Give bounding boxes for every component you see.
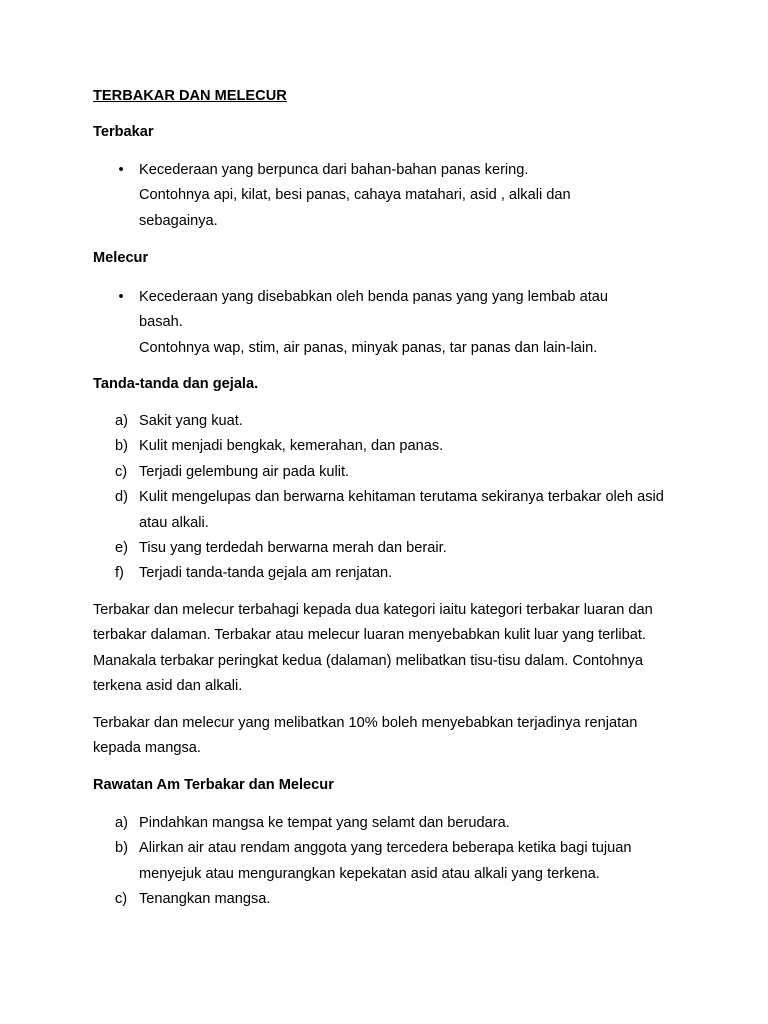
list-item xyxy=(93,836,683,887)
list-item-text: Tenangkan mangsa. xyxy=(139,891,271,908)
list-marker: c) xyxy=(115,463,128,480)
document-title: TERBAKAR DAN MELECUR xyxy=(93,88,287,104)
list-item-text: Terjadi gelembung air pada kulit. xyxy=(139,463,350,480)
list-item-text: Terjadi tanda-tanda gejala am renjatan. xyxy=(139,565,393,582)
terbakar-line-2: Contohnya api, kilat, besi panas, cahaya matahari, asid , alkali dan xyxy=(139,187,571,204)
list-item-text: Pindahkan mangsa ke tempat yang selamt dan berudara. xyxy=(139,815,510,831)
list-item xyxy=(93,561,683,586)
list-item xyxy=(93,811,683,836)
list-item-text: Sakit yang kuat. xyxy=(139,413,243,429)
paragraph-renjatan: Terbakar dan melecur yang melibatkan 10% boleh menyebabkan terjadinya renjatan kepada mangsa. xyxy=(93,715,638,757)
list-marker: a) xyxy=(115,413,128,429)
paragraph-kategori: Terbakar dan melecur terbahagi kepada dua kategori iaitu kategori terbakar luaran dan terbakar dalaman. Terbakar atau melecur luaran menyebabkan kulit luar yang terlibat. Manakala terbakar peringkat kedua (dalaman) melibatkan tisu-tisu dalam. Contohnya terkena asid dan alkali. xyxy=(93,602,653,695)
list-item xyxy=(93,536,683,561)
bullet-icon: • xyxy=(118,162,124,178)
heading-terbakar: Terbakar xyxy=(93,124,154,140)
list-item-text: Tisu yang terdedah berwarna merah dan berair. xyxy=(139,540,447,557)
melecur-line-1: Kecederaan yang disebabkan oleh benda panas yang yang lembab atau xyxy=(139,289,608,305)
heading-melecur: Melecur xyxy=(93,250,149,266)
melecur-line-3: Contohnya wap, stim, air panas, minyak panas, tar panas dan lain-lain. xyxy=(139,339,598,356)
list-item xyxy=(93,158,683,234)
list-marker: d) xyxy=(115,489,128,506)
list-item-text: Alirkan air atau rendam anggota yang tercedera beberapa ketika bagi tujuan menyejuk atau mengurangkan kepekatan asid atau alkali yang terkena. xyxy=(139,840,632,882)
bullet-icon: • xyxy=(118,289,124,305)
melecur-line-2: basah. xyxy=(139,314,183,331)
list-item-text: Kulit mengelupas dan berwarna kehitaman terutama sekiranya terbakar oleh asid atau alkali. xyxy=(139,489,664,531)
list-item xyxy=(93,485,683,536)
list-item xyxy=(93,434,683,459)
list-marker: c) xyxy=(115,891,128,908)
list-item-text: Kulit menjadi bengkak, kemerahan, dan panas. xyxy=(139,438,444,455)
rawatan-list xyxy=(93,811,683,913)
list-marker: f) xyxy=(115,565,124,582)
list-marker: b) xyxy=(115,438,128,455)
tanda-gejala-list xyxy=(93,409,683,587)
list-item xyxy=(93,887,683,912)
terbakar-bullet-list xyxy=(93,158,683,234)
list-item xyxy=(93,460,683,485)
list-marker: b) xyxy=(115,840,128,857)
list-item xyxy=(93,409,683,434)
heading-rawatan: Rawatan Am Terbakar dan Melecur xyxy=(93,777,334,793)
list-marker: e) xyxy=(115,540,128,557)
heading-tanda-gejala: Tanda-tanda dan gejala. xyxy=(93,376,259,392)
list-item xyxy=(93,285,683,361)
melecur-bullet-list xyxy=(93,285,683,361)
list-marker: a) xyxy=(115,815,128,831)
terbakar-line-1: Kecederaan yang berpunca dari bahan-bahan panas kering. xyxy=(139,162,529,178)
terbakar-line-3: sebagainya. xyxy=(139,212,218,229)
